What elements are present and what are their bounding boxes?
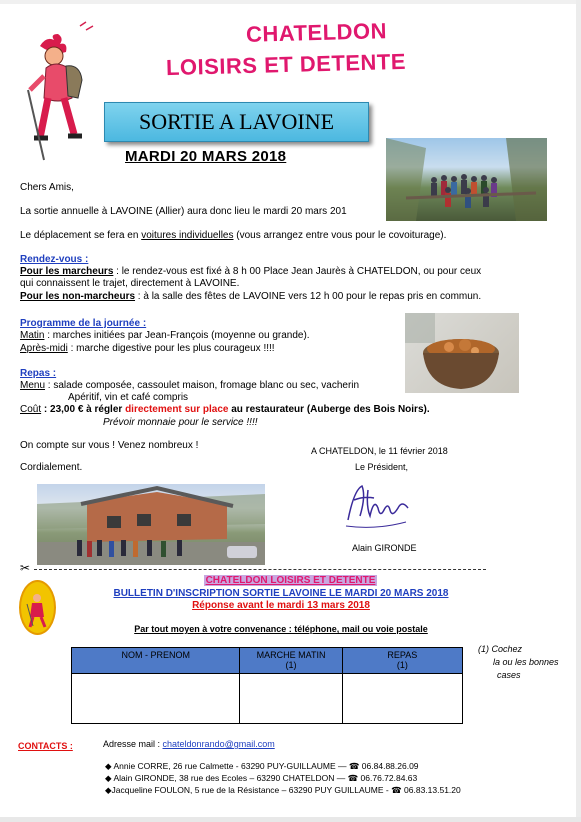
- menu-line: [20, 380, 359, 392]
- walk-cell[interactable]: [240, 674, 342, 724]
- brand-title-line1: CHATELDON: [245, 18, 388, 47]
- nonwalkers-label: Pour les non-marcheurs: [20, 291, 136, 302]
- hiker-logo: [20, 20, 100, 162]
- cost-label: Coût: [20, 404, 42, 415]
- cost-text2: au restaurateur (Auberge des Bois Noirs).: [228, 404, 430, 415]
- walkers-line: [20, 266, 481, 278]
- walkers-label: Pour les marcheurs: [20, 266, 114, 277]
- group-photo-bridge: [386, 138, 547, 221]
- form-means: Par tout moyen à votre convenance : téléphone, mail ou voie postale: [134, 624, 428, 634]
- place-date: A CHATELDON, le 11 février 2018: [311, 446, 448, 456]
- col-meal-label: REPAS: [387, 650, 418, 660]
- col-walk-label: MARCHE MATIN: [256, 650, 326, 660]
- col-name-header: [72, 648, 240, 674]
- col-walk-note: (1): [285, 660, 297, 670]
- menu-line2: Apéritif, vin et café compris: [68, 392, 189, 403]
- col-name-label: NOM - PRENOM: [121, 650, 190, 660]
- cassoulet-photo: [405, 313, 519, 393]
- menu-text: : salade composée, cassoulet maison, fromage blanc ou sec, vacherin: [45, 380, 360, 391]
- page-border-right: [576, 0, 581, 822]
- cost-highlight: directement sur place: [125, 404, 229, 415]
- menu-label: Menu: [20, 380, 46, 391]
- table-footnote: [478, 643, 559, 682]
- rdv-heading: Rendez-vous :: [20, 254, 89, 265]
- transport-line: [20, 230, 446, 242]
- president-title: Le Président,: [355, 462, 409, 472]
- afternoon-label: Après-midi: [20, 343, 68, 354]
- cost-text: : 23,00 € à régler: [41, 404, 126, 415]
- contact-row: ◆Jacqueline FOULON, 5 rue de la Résistance – 63290 PUY GUILLAUME - ☎ 06.83.13.51.20: [105, 785, 461, 795]
- signature-name: Alain GIRONDE: [352, 543, 417, 553]
- cost-line: [20, 404, 430, 416]
- event-date: MARDI 20 MARS 2018: [125, 148, 287, 165]
- transport-suffix: (vous arrangez entre vous pour le covoiturage).: [233, 230, 447, 241]
- meal-cell[interactable]: [342, 674, 462, 724]
- intro-text: La sortie annuelle à LAVOINE (Allier) aura donc lieu le mardi 20 mars 201: [20, 206, 347, 217]
- col-meal-note: (1): [396, 660, 408, 670]
- form-title: BULLETIN D'INSCRIPTION SORTIE LAVOINE LE MARDI 20 MARS 2018: [113, 588, 449, 599]
- banner-text: SORTIE A LAVOINE: [138, 109, 335, 134]
- contact-person-3: Jacqueline FOULON, 5 rue de la Résistance – 63290 PUY GUILLAUME - ☎ 06.83.13.51.20: [111, 785, 461, 795]
- transport-prefix: Le déplacement se fera en: [20, 230, 142, 241]
- contact-row: ◆ Annie CORRE, 26 rue Calmette - 63290 PUY-GUILLAUME — ☎ 06.84.88.26.09: [105, 761, 419, 771]
- signature: [340, 470, 432, 536]
- afternoon-line: [20, 343, 275, 355]
- nonwalkers-text: : à la salle des fêtes de LAVOINE vers 12 h 00 pour le repas pris en commun.: [135, 291, 482, 302]
- form-org-row: [0, 575, 581, 586]
- village-hall-photo: [37, 484, 265, 565]
- morning-label: Matin: [20, 330, 45, 341]
- form-org: CHATELDON LOISIRS ET DETENTE: [205, 575, 376, 586]
- contact-person-2: Alain GIRONDE, 38 rue des Ecoles – 63290 CHATELDON — ☎ 06.76.72.84.63: [113, 773, 418, 783]
- footnote-line2: la ou les bonnes: [493, 657, 559, 667]
- walkers-text: : le rendez-vous est fixé à 8 h 00 Place Jean Jaurès à CHATELDON, ou pour ceux: [113, 266, 482, 277]
- greeting: Chers Amis,: [20, 182, 74, 193]
- closing-line: On compte sur vous ! Venez nombreux !: [20, 440, 199, 451]
- page-border-bottom: [0, 817, 581, 822]
- col-meal-header: [342, 648, 462, 674]
- event-banner: [104, 102, 369, 142]
- nonwalkers-line: [20, 291, 481, 303]
- footnote-line1: (1) Cochez: [478, 644, 523, 654]
- contact-row: ◆ Alain GIRONDE, 38 rue des Ecoles – 63290 CHATELDON — ☎ 06.76.72.84.63: [105, 773, 418, 783]
- afternoon-text: : marche digestive pour les plus courageux !!!!: [67, 343, 275, 354]
- registration-table: [71, 647, 463, 724]
- morning-text: : marches initiées par Jean-François (moyenne ou grande).: [44, 330, 310, 341]
- contacts-label: CONTACTS :: [18, 741, 73, 751]
- scissors-icon: ✂: [20, 561, 31, 575]
- cost-note: Prévoir monnaie pour le service !!!!: [103, 417, 258, 428]
- contact-person-1: Annie CORRE, 26 rue Calmette - 63290 PUY-GUILLAUME — ☎ 06.84.88.26.09: [113, 761, 419, 771]
- mail-label: Adresse mail :: [103, 739, 163, 749]
- meal-heading: Repas :: [20, 368, 57, 379]
- form-deadline: Réponse avant le mardi 13 mars 2018: [192, 600, 370, 611]
- footnote-line3: cases: [497, 670, 521, 680]
- cordially: Cordialement.: [20, 462, 83, 473]
- program-heading: Programme de la journée :: [20, 318, 147, 329]
- morning-line: [20, 330, 310, 342]
- brand-title-line2: LOISIRS ET DETENTE: [165, 48, 407, 81]
- walkers-line2: qui connaissent le trajet, directement à LAVOINE.: [20, 278, 240, 289]
- mail-line: [103, 738, 275, 750]
- transport-highlight: voitures individuelles: [141, 230, 234, 241]
- cut-line: [34, 569, 486, 570]
- page-border-top: [0, 0, 581, 4]
- name-cell[interactable]: [72, 674, 240, 724]
- mail-link[interactable]: chateldonrando@gmail.com: [162, 739, 275, 749]
- col-walk-header: [240, 648, 342, 674]
